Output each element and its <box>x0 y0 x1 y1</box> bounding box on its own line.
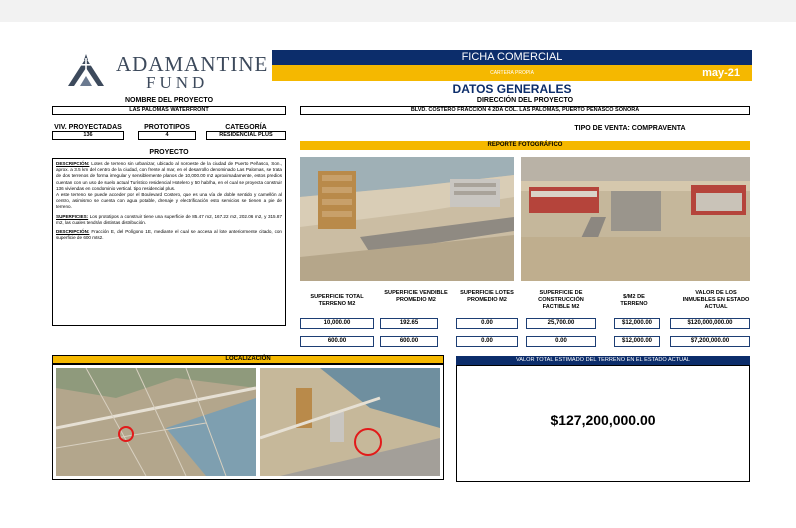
proyecto-section-label: PROYECTO <box>149 149 189 156</box>
desc-key-2: DESCRIPCIÓN: <box>56 229 90 235</box>
localizacion-bar: LOCALIZACIÓN <box>52 355 444 364</box>
sup-r1-c2: 192.65 <box>380 318 438 329</box>
project-name-value: LAS PALOMAS WATERFRONT <box>52 106 286 115</box>
logo-fund: FUND <box>146 73 209 92</box>
sup-r2-c3: 0.00 <box>456 336 518 347</box>
prototipos-value: 4 <box>138 131 196 140</box>
sup-r2-c4: 0.00 <box>526 336 596 347</box>
cartera-label: CARTERA PROPIA <box>490 70 534 76</box>
logo-mountain-icon <box>66 52 106 88</box>
categoria-value: RESIDENCIAL PLUS <box>206 131 286 140</box>
desc-key-1: DESCRIPCIÓN: <box>56 161 90 166</box>
location-map-1 <box>56 368 256 476</box>
page-title: DATOS GENERALES <box>452 82 572 96</box>
sup-header-5: $/M2 DE TERRENO <box>620 294 648 307</box>
date-label: may-21 <box>702 67 740 79</box>
site-photo-1 <box>300 157 514 281</box>
sup-r2-c1: 600.00 <box>300 336 374 347</box>
sup-r1-c1: 10,000.00 <box>300 318 374 329</box>
site-photo-2 <box>521 157 750 281</box>
sup-r1-c3: 0.00 <box>456 318 518 329</box>
ficha-comercial-bar: FICHA COMERCIAL <box>272 50 752 65</box>
valor-total-bar: VALOR TOTAL ESTIMADO DEL TERRENO EN EL ESTADO ACTUAL <box>456 356 750 365</box>
top-strip <box>0 0 796 22</box>
categoria-label: CATEGORÍA <box>225 124 267 131</box>
sup-header-4: SUPERFICIE DE CONSTRUCCIÓN FACTIBLE M2 <box>538 290 584 310</box>
viv-value: 136 <box>52 131 124 140</box>
sup-header-3: SUPERFICIE LOTES PROMEDIO M2 <box>460 290 514 303</box>
sup-header-1: SUPERFICIE TOTAL TERRENO M2 <box>310 294 364 307</box>
sup-r2-c6: $7,200,000.00 <box>670 336 750 347</box>
superficies-key: SUPERFICIES: <box>56 213 89 219</box>
sup-r1-c4: 25,700.00 <box>526 318 596 329</box>
project-description <box>52 158 286 326</box>
desc-text-3: Los prototipos a construir tiene una superficie de 85.47 m2, 167.22 m2, 202.06 m2, y 315.87 m2, las cuales tendrán distintas distribución. <box>56 213 282 225</box>
desc-text-4: Fracción E, del Polígono 1E, mediante el cual se accesa al lote anteriormente citado, con superficie de 600 mts2. <box>56 229 282 241</box>
project-name-label: NOMBRE DEL PROYECTO <box>124 97 214 104</box>
project-address-value: BLVD. COSTERO FRACCION 4 2DA COL. LAS PALOMAS, PUERTO PEÑASCO SONORA <box>300 106 750 115</box>
tipo-venta: TIPO DE VENTA: COMPRAVENTA <box>574 125 686 132</box>
valor-total-amount: $127,200,000.00 <box>550 412 656 428</box>
location-map-2 <box>260 368 440 476</box>
sup-header-2: SUPERFICIE VENDIBLE PROMEDIO M2 <box>384 290 448 303</box>
sup-header-6: VALOR DE LOS INMUEBLES EN ESTADO ACTUAL <box>682 290 750 310</box>
sup-r1-c6: $120,000,000.00 <box>670 318 750 329</box>
sup-r2-c5: $12,000.00 <box>614 336 660 347</box>
reporte-fotografico-bar: REPORTE FOTOGRÁFICO <box>300 141 750 150</box>
sup-r1-c5: $12,000.00 <box>614 318 660 329</box>
prototipos-label: PROTOTIPOS <box>144 124 190 131</box>
desc-text-2: A este terreno se puede acceder por el Boulevard Costero, que es una vía de doble sentido y camellón al centro, asimismo se cuenta con agua potable, drenaje y electrificación esto servicios se tienen a pie de terreno. <box>56 192 282 210</box>
desc-text-1: Lotes de terreno sin urbanizar, ubicado al noroeste de la ciudad de Puerto Peñasco, Son., aprox. a 3.5 km del centro de la ciudad, con frente al mar, en el desarrollo denominado Las Palomas, se trata de dos terrenos de forma irregular y sensiblemente planos de 10,000.00 m2 aproximadamente, estos predios cuentan con un uso de suelo actual Turístico residencial Hotelero y 50 hab/ha, en el cual se proyecta construir 136 viviendas en condominio vertical. tipo residencial plus. <box>56 161 282 191</box>
viv-label: VIV. PROYECTADAS <box>54 124 122 131</box>
logo-name: ADAMANTINE <box>116 52 269 76</box>
project-address-label: DIRECCIÓN DEL PROYECTO <box>476 97 574 104</box>
sup-r2-c2: 600.00 <box>380 336 438 347</box>
